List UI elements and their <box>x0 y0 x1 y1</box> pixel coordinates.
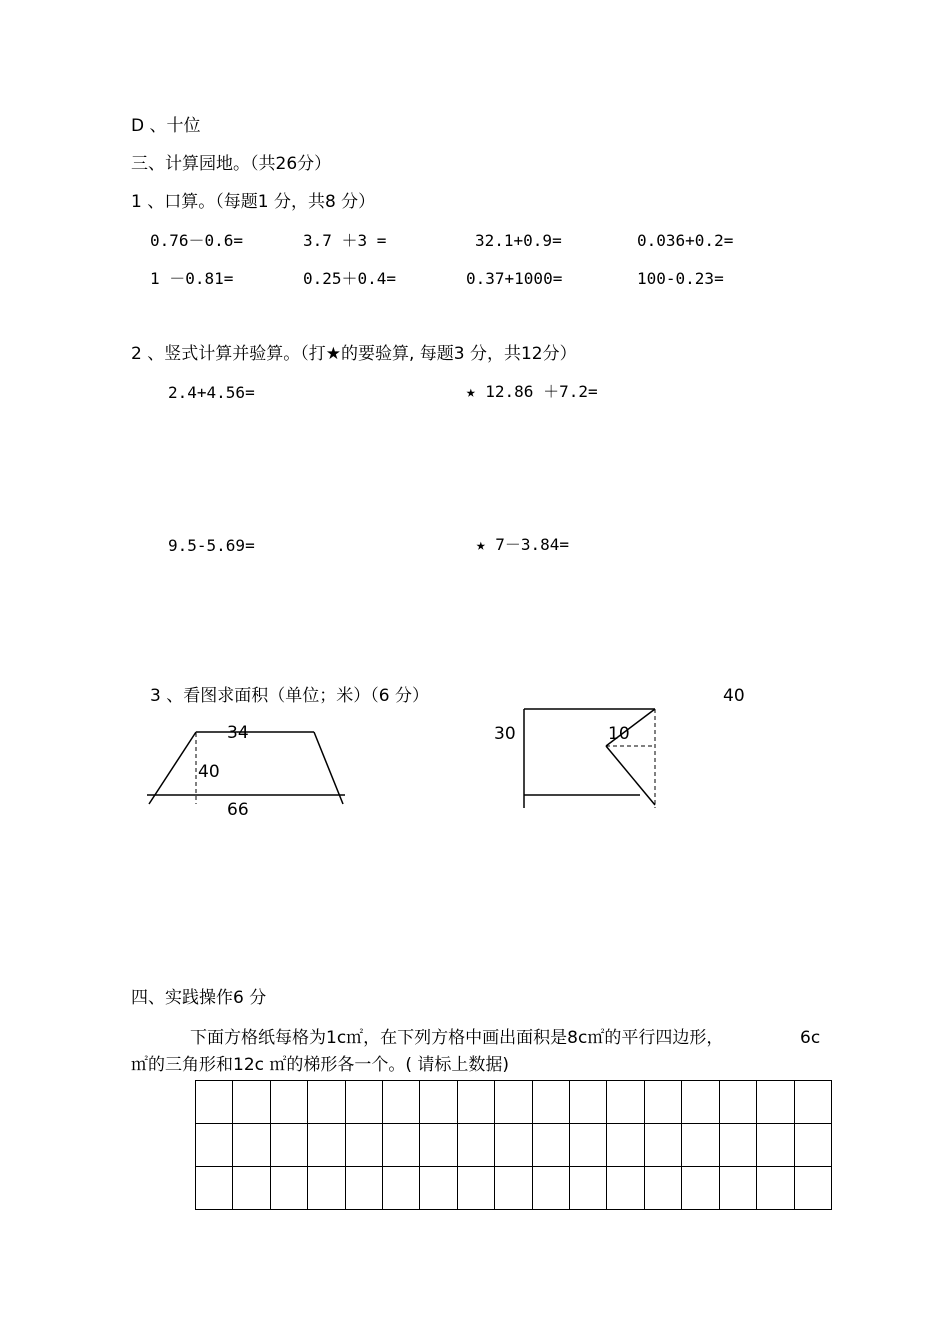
grid-cell[interactable] <box>420 1167 457 1210</box>
grid-cell[interactable] <box>794 1167 832 1210</box>
oral-item: 1 －0.81= <box>150 269 234 288</box>
grid-cell[interactable] <box>757 1081 794 1124</box>
vertical-problem: 2.4+4.56= <box>168 383 255 402</box>
grid-cell[interactable] <box>495 1124 532 1167</box>
vertical-problem: 9.5-5.69= <box>168 536 255 555</box>
oral-item: 0.37+1000= <box>466 269 563 288</box>
grid-cell[interactable] <box>607 1081 644 1124</box>
grid-cell[interactable] <box>570 1167 607 1210</box>
grid-cell[interactable] <box>532 1124 569 1167</box>
grid-cell[interactable] <box>457 1124 494 1167</box>
trapezoid-bottom-label: 66 <box>227 800 249 820</box>
grid-cell[interactable] <box>457 1167 494 1210</box>
grid-row <box>196 1124 832 1167</box>
grid-cell[interactable] <box>420 1081 457 1124</box>
section3-title: 三、计算园地。（共26分） <box>131 154 332 174</box>
grid-cell[interactable] <box>457 1081 494 1124</box>
section4-instruction: 下面方格纸每格为1c㎡，在下列方格中画出面积是8c㎡的平行四边形， <box>190 1028 724 1048</box>
grid-cell[interactable] <box>532 1167 569 1210</box>
rect-width-label: 40 <box>723 686 745 706</box>
grid-cell[interactable] <box>719 1124 756 1167</box>
vertical-problem: ★ 7－3.84= <box>476 535 570 554</box>
grid-cell[interactable] <box>345 1167 382 1210</box>
trapezoid-top-label: 34 <box>227 723 249 743</box>
vertical-problem: ★ 12.86 ＋7.2= <box>466 382 598 401</box>
section4-instruction-tail: 6c <box>800 1028 821 1048</box>
grid-cell[interactable] <box>233 1124 270 1167</box>
grid-cell[interactable] <box>682 1167 719 1210</box>
q3-title: 3 、看图求面积（单位；米）（6 分） <box>150 686 429 706</box>
grid-row <box>196 1081 832 1124</box>
grid-cell[interactable] <box>682 1081 719 1124</box>
grid-cell[interactable] <box>495 1081 532 1124</box>
grid-cell[interactable] <box>719 1081 756 1124</box>
section4-instruction-cont: ㎡的三角形和12c ㎡的梯形各一个。( 请标上数据) <box>131 1055 510 1075</box>
grid-cell[interactable] <box>644 1167 681 1210</box>
oral-item: 0.25＋0.4= <box>303 269 397 288</box>
grid-cell[interactable] <box>719 1167 756 1210</box>
grid-cell[interactable] <box>383 1124 420 1167</box>
grid-cell[interactable] <box>644 1124 681 1167</box>
rect-height-label: 30 <box>494 724 516 744</box>
grid-cell[interactable] <box>308 1167 345 1210</box>
grid-cell[interactable] <box>757 1124 794 1167</box>
grid-row <box>196 1167 832 1210</box>
q2-title: 2 、竖式计算并验算。（打★的要验算, 每题3 分，共12分） <box>131 344 577 364</box>
grid-cell[interactable] <box>794 1081 832 1124</box>
grid-cell[interactable] <box>233 1167 270 1210</box>
trapezoid-height-label: 40 <box>198 762 220 782</box>
oral-item: 0.76－0.6= <box>150 231 244 250</box>
grid-cell[interactable] <box>196 1167 233 1210</box>
oral-item: 32.1+0.9= <box>475 231 562 250</box>
grid-cell[interactable] <box>270 1167 307 1210</box>
grid-cell[interactable] <box>420 1124 457 1167</box>
grid-cell[interactable] <box>532 1081 569 1124</box>
grid-cell[interactable] <box>308 1124 345 1167</box>
grid-cell[interactable] <box>308 1081 345 1124</box>
grid-cell[interactable] <box>682 1124 719 1167</box>
grid-cell[interactable] <box>570 1081 607 1124</box>
grid-cell[interactable] <box>607 1167 644 1210</box>
rectangle-figure <box>524 709 655 808</box>
grid-cell[interactable] <box>233 1081 270 1124</box>
grid-cell[interactable] <box>270 1124 307 1167</box>
oral-item: 3.7 ＋3 = <box>303 231 387 250</box>
grid-cell[interactable] <box>270 1081 307 1124</box>
grid-cell[interactable] <box>570 1124 607 1167</box>
grid-cell[interactable] <box>345 1124 382 1167</box>
option-d: D 、十位 <box>131 116 201 136</box>
oral-item: 0.036+0.2= <box>637 231 734 250</box>
grid-cell[interactable] <box>196 1081 233 1124</box>
grid-cell[interactable] <box>196 1124 233 1167</box>
grid-cell[interactable] <box>383 1167 420 1210</box>
grid-cell[interactable] <box>644 1081 681 1124</box>
grid-cell[interactable] <box>345 1081 382 1124</box>
rect-inner-label: 10 <box>608 724 630 744</box>
grid-cell[interactable] <box>383 1081 420 1124</box>
grid-cell[interactable] <box>607 1124 644 1167</box>
grid-paper[interactable] <box>195 1080 832 1210</box>
grid-cell[interactable] <box>794 1124 832 1167</box>
q1-title: 1 、口算。（每题1 分，共8 分） <box>131 192 376 212</box>
grid-cell[interactable] <box>757 1167 794 1210</box>
oral-item: 100-0.23= <box>637 269 724 288</box>
grid-cell[interactable] <box>495 1167 532 1210</box>
section4-title: 四、实践操作6 分 <box>131 988 267 1008</box>
